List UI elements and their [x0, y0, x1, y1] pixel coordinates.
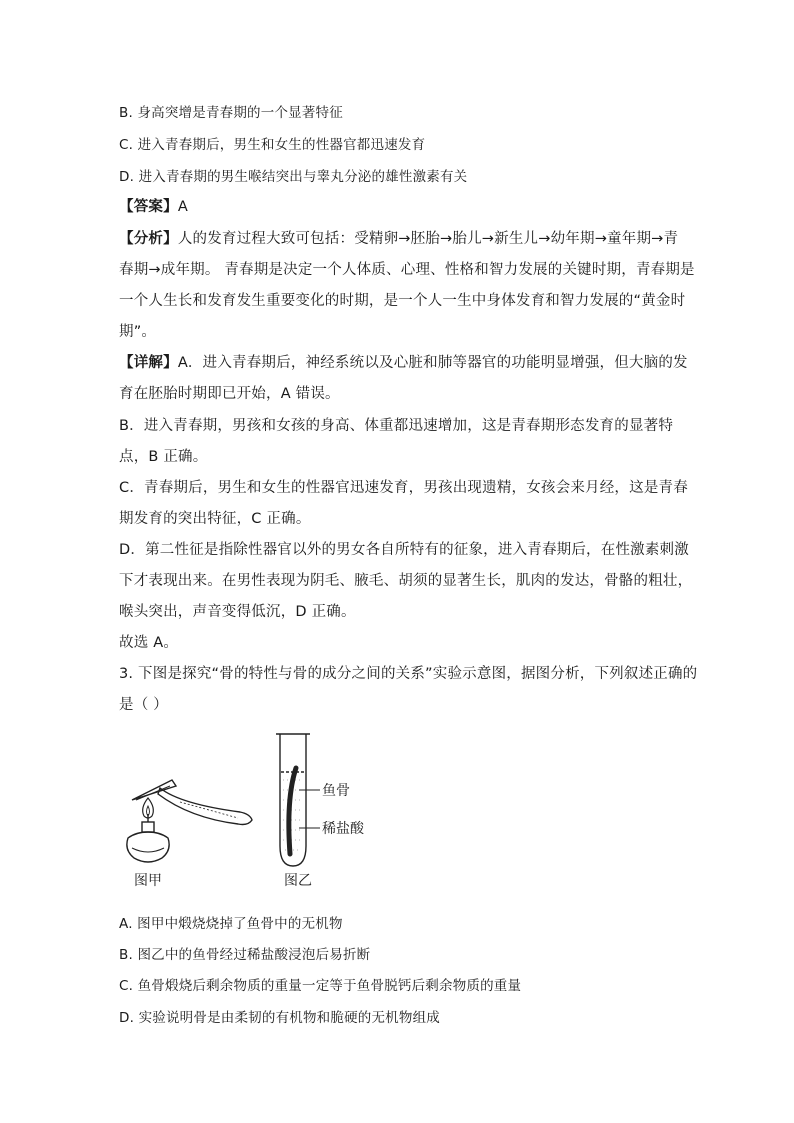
- detail-line-3: B．进入青春期，男孩和女孩的身高、体重都迅速增加，这是青春期形态发育的显著特: [119, 418, 674, 434]
- detail-tag: 【详解】: [119, 355, 178, 371]
- detail-text: A．进入青春期后，神经系统以及心脏和肺等器官的功能明显增强，但大脑的发: [177, 355, 688, 371]
- detail-line-1: [119, 353, 688, 373]
- q3-option-d: D. 实验说明骨是由柔韧的有机物和脆硬的无机物组成: [119, 1010, 440, 1026]
- detail-line-9: 喉头突出，声音变得低沉，D 正确。: [119, 604, 356, 620]
- experiment-figure: [120, 728, 380, 898]
- detail-line-10: 故选 A。: [119, 635, 179, 651]
- q3-option-b: B. 图乙中的鱼骨经过稀盐酸浸泡后易折断: [119, 947, 371, 963]
- analysis-text: 人的发育过程大致可包括：受精卵→胚胎→胎儿→新生儿→幼年期→童年期→青: [177, 231, 679, 247]
- label-figure-yi: 图乙: [284, 873, 312, 889]
- analysis-line-4: 期”。: [119, 324, 157, 340]
- detail-line-5: C．青春期后，男生和女生的性器官迅速发育，男孩出现遗精，女孩会来月经，这是青春: [119, 480, 688, 496]
- detail-line-4: 点，B 正确。: [119, 449, 208, 465]
- detail-line-6: 期发育的突出特征，C 正确。: [119, 511, 311, 527]
- label-fishbone: 鱼骨: [322, 783, 350, 799]
- q2-option-b: B. 身高突增是青春期的一个显著特征: [119, 105, 343, 121]
- alcohol-lamp-drawing: [127, 798, 169, 862]
- analysis-line-3: 一个人生长和发育发生重要变化的时期，是一个人一生中身体发育和智力发展的“黄金时: [119, 293, 686, 309]
- answer-value: A: [177, 199, 188, 215]
- detail-line-2: 育在胚胎时期即已开始，A 错误。: [119, 386, 340, 402]
- detail-line-7: D．第二性征是指除性器官以外的男女各自所特有的征象，进入青春期后，在性激素刺激: [119, 542, 689, 558]
- test-tube-drawing: [276, 734, 320, 866]
- q3-stem-line-1: 3. 下图是探究“骨的特性与骨的成分之间的关系”实验示意图，据图分析，下列叙述正确的: [119, 666, 698, 682]
- label-figure-jia: 图甲: [134, 873, 162, 889]
- answer-line: [119, 197, 188, 217]
- q3-stem-line-2: 是（ ）: [119, 697, 168, 713]
- analysis-line-2: 春期→成年期。 青春期是决定一个人体质、心理、性格和智力发展的关键时期，青春期是: [119, 262, 695, 278]
- q2-option-c: C. 进入青春期后，男生和女生的性器官都迅速发育: [119, 137, 426, 153]
- q2-option-d: D. 进入青春期的男生喉结突出与睾丸分泌的雄性激素有关: [119, 169, 468, 185]
- label-dilute-acid: 稀盐酸: [322, 821, 364, 837]
- analysis-line-1: [119, 229, 678, 249]
- answer-tag: 【答案】: [119, 199, 178, 215]
- analysis-tag: 【分析】: [119, 231, 178, 247]
- detail-line-8: 下才表现出来。在男性表现为阴毛、腋毛、胡须的显著生长，肌肉的发达，骨骼的粗壮，: [119, 573, 693, 589]
- q3-option-a: A. 图甲中煅烧烧掉了鱼骨中的无机物: [119, 916, 343, 932]
- q3-option-c: C. 鱼骨煅烧后剩余物质的重量一定等于鱼骨脱钙后剩余物质的重量: [119, 978, 522, 994]
